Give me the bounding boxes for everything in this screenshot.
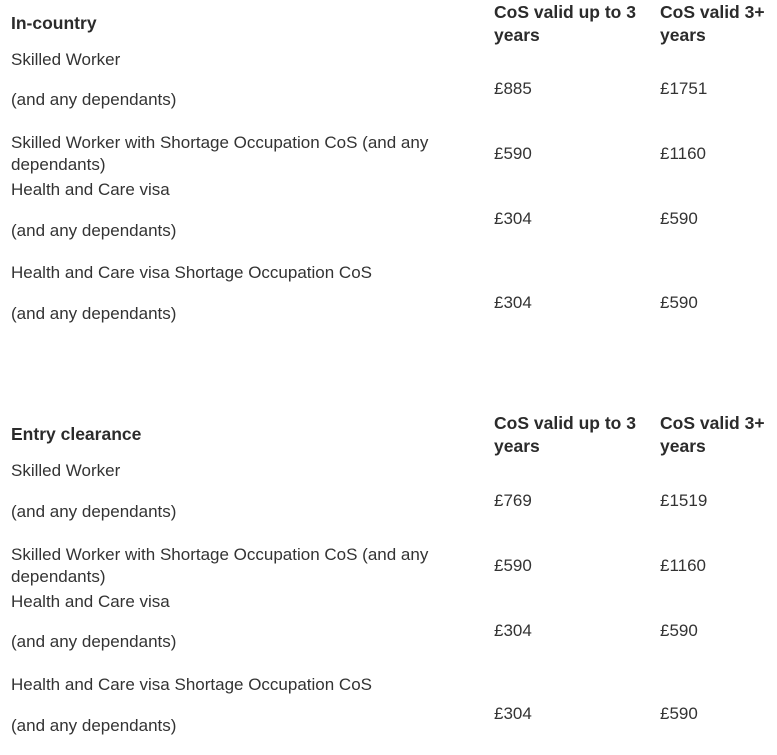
section-heading: Entry clearance xyxy=(11,424,142,444)
fee-value: £304 xyxy=(494,704,532,723)
fee-value: £590 xyxy=(660,621,698,640)
row-label-continued: (and any dependants) xyxy=(11,632,177,651)
fee-value: £590 xyxy=(494,144,532,163)
fee-value: £590 xyxy=(660,293,698,312)
column-header-3-plus-years: CoS valid 3+ years xyxy=(660,413,765,456)
fee-value: £304 xyxy=(494,209,532,228)
section-heading: In-country xyxy=(11,13,97,33)
row-label-continued: (and any dependants) xyxy=(11,304,177,323)
fee-value: £590 xyxy=(660,209,698,228)
fee-value: £1160 xyxy=(660,144,707,163)
row-label: Skilled Worker xyxy=(11,50,121,69)
row-label-continued: dependants) xyxy=(11,155,106,174)
fee-value: £885 xyxy=(494,79,532,98)
column-header-up-to-3-years: CoS valid up to 3 years xyxy=(494,413,636,456)
row-label-continued: (and any dependants) xyxy=(11,221,177,240)
row-label: Skilled Worker xyxy=(11,461,121,480)
row-label: Health and Care visa xyxy=(11,592,170,611)
row-label-continued: dependants) xyxy=(11,567,106,586)
fee-value: £1519 xyxy=(660,491,708,510)
column-header-up-to-3-years: CoS valid up to 3 years xyxy=(494,2,636,45)
fee-value: £304 xyxy=(494,293,532,312)
fee-value: £304 xyxy=(494,621,532,640)
row-label: Skilled Worker with Shortage Occupation CoS (and any xyxy=(11,133,429,152)
row-label: Skilled Worker with Shortage Occupation CoS (and any xyxy=(11,545,429,564)
fee-value: £1751 xyxy=(660,79,708,98)
row-label-continued: (and any dependants) xyxy=(11,502,177,521)
fee-value: £1160 xyxy=(660,556,707,575)
row-label-continued: (and any dependants) xyxy=(11,90,177,109)
row-label: Health and Care visa Shortage Occupation CoS xyxy=(11,675,372,694)
fee-value: £590 xyxy=(660,704,698,723)
fee-value: £769 xyxy=(494,491,532,510)
fee-value: £590 xyxy=(494,556,532,575)
row-label-continued: (and any dependants) xyxy=(11,716,177,735)
row-label: Health and Care visa Shortage Occupation CoS xyxy=(11,263,372,282)
row-label: Health and Care visa xyxy=(11,180,170,199)
column-header-3-plus-years: CoS valid 3+ years xyxy=(660,2,765,45)
